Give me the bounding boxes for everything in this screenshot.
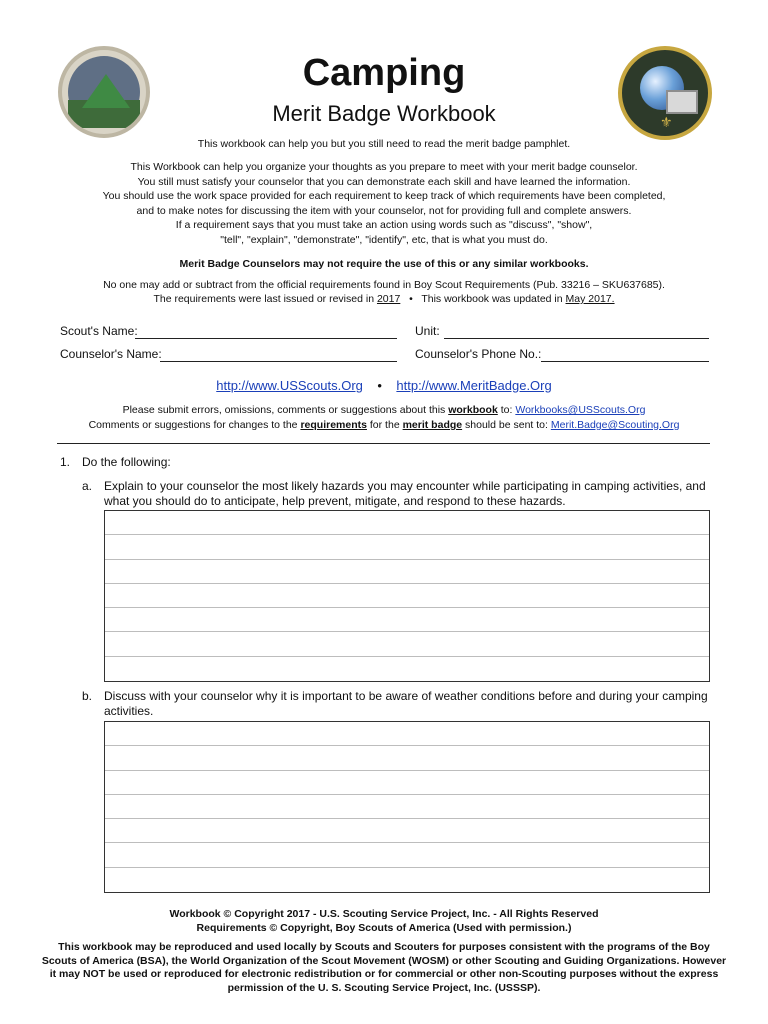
req-1b-letter: b. bbox=[82, 689, 93, 703]
scout-name-label: Scout's Name: bbox=[60, 324, 138, 338]
intro-line: This workbook can help you but you still need to read the merit badge pamphlet. bbox=[197, 138, 571, 150]
meritbadge-link[interactable]: http://www.MeritBadge.Org bbox=[396, 378, 552, 393]
submit-line-1: Please submit errors, omissions, comments or suggestions about this workbook to: Workbooks@USScouts.Org bbox=[122, 404, 646, 416]
footer-permission: This workbook may be reproduced and used locally by Scouts and Scouters for purposes consistent with the programs of the Boy Scouts of America (BSA), the World Organization of the Scout Movement (WOSM) or other Scouting and Guiding Organizations. However it may NOT be used or reproduced for electronic redistribution or for commercial or other non-Scouting purposes without the express permission of the U. S. Scouting Service Project, Inc. (USSSP). bbox=[41, 941, 727, 994]
no-one-line: No one may add or subtract from the official requirements found in Boy Scout Requirements (Pub. 33216 – SKU637685). bbox=[103, 279, 665, 291]
page-title: Camping bbox=[302, 52, 466, 94]
unit-label: Unit: bbox=[415, 324, 440, 338]
updated-date: May 2017. bbox=[565, 293, 615, 305]
issued-year: 2017 bbox=[376, 293, 401, 305]
website-links: http://www.USScouts.Org • http://www.MeritBadge.Org bbox=[216, 378, 552, 393]
counselor-phone-label: Counselor's Phone No.: bbox=[415, 347, 542, 361]
workbooks-email-link[interactable]: Workbooks@USScouts.Org bbox=[515, 404, 646, 416]
footer-requirements: Requirements © Copyright, Boy Scouts of America (Used with permission.) bbox=[196, 922, 572, 934]
usssp-logo: ⚜ bbox=[618, 46, 712, 140]
divider bbox=[57, 443, 710, 444]
counselor-phone-field[interactable] bbox=[541, 361, 709, 362]
answer-box-1b[interactable] bbox=[104, 721, 710, 893]
req-1-text: Do the following: bbox=[82, 455, 171, 469]
counselor-name-label: Counselor's Name: bbox=[60, 347, 162, 361]
submit-line-2: Comments or suggestions for changes to the requirements for the merit badge should be sent to: Merit.Badge@Scouting.Org bbox=[88, 419, 680, 431]
intro-paragraph: This Workbook can help you organize your thoughts as you prepare to meet with your merit badge counselor. You still must satisfy your counselor that you can demonstrate each skill and have learned the information. You should use the work space provided for each requirement to keep track of which requirements have been completed, and to make notes for discussing the item with your counselor, not for providing full and complete answers. If a requirement says that you must take an action using words such as "discuss", "show", "tell", "explain", "demonstrate", "identify", etc, that is what you must do. bbox=[102, 161, 666, 246]
counselor-name-field[interactable] bbox=[160, 361, 397, 362]
req-1-number: 1. bbox=[60, 455, 71, 469]
answer-box-1a[interactable] bbox=[104, 510, 710, 682]
req-1b-text: Discuss with your counselor why it is important to be aware of weather conditions before and during your camping activities. bbox=[104, 689, 708, 718]
req-1a-text: Explain to your counselor the most likely hazards you may encounter while participating in camping activities, and what you should do to anticipate, help prevent, mitigate, and respond to these hazards. bbox=[104, 479, 706, 508]
revision-line: The requirements were last issued or revised in 2017 • This workbook was updated in May 2017. bbox=[153, 293, 615, 305]
unit-field[interactable] bbox=[444, 338, 709, 339]
counselor-notice: Merit Badge Counselors may not require the use of this or any similar workbooks. bbox=[179, 258, 589, 270]
scout-name-field[interactable] bbox=[135, 338, 397, 339]
usscouts-link[interactable]: http://www.USScouts.Org bbox=[216, 378, 363, 393]
req-1a-letter: a. bbox=[82, 479, 93, 493]
footer-copyright: Workbook © Copyright 2017 - U.S. Scouting Service Project, Inc. - All Rights Reserved bbox=[169, 908, 599, 920]
page-subtitle: Merit Badge Workbook bbox=[272, 101, 496, 126]
merit-badge-email-link[interactable]: Merit.Badge@Scouting.Org bbox=[550, 419, 680, 431]
